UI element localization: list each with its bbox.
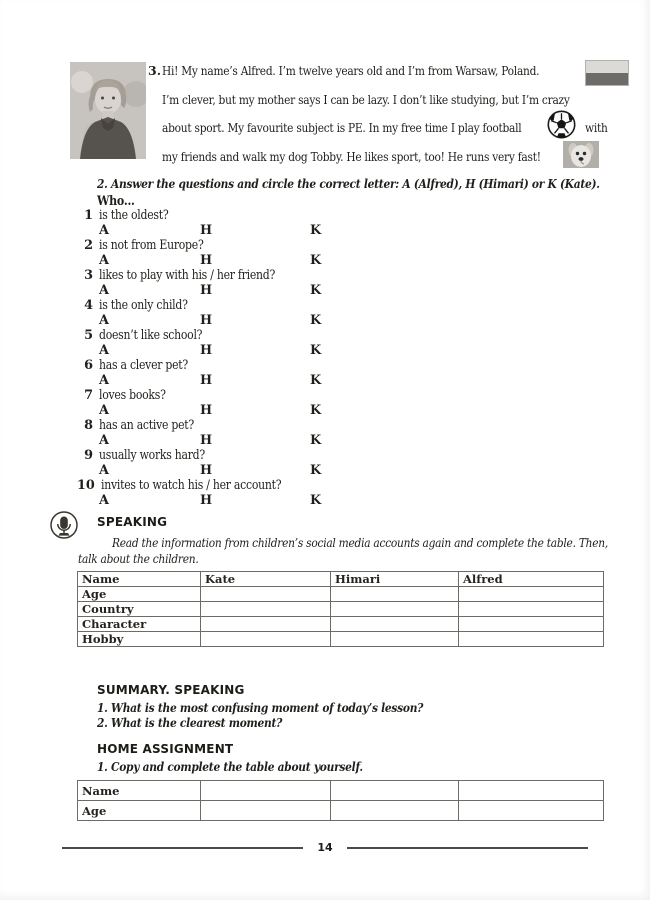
summary-question-1-text: 1. What is the most confusing moment of today’s lesson?: [97, 700, 424, 715]
option-h: H: [200, 403, 213, 418]
option-h: H: [200, 283, 213, 298]
table-cell-empty: [331, 602, 459, 617]
option-k: K: [310, 223, 322, 238]
question-number: 2: [84, 238, 93, 253]
table-cell-empty: [459, 632, 604, 647]
microphone-icon: [49, 510, 79, 540]
table-row-age: [78, 587, 604, 602]
option-h: H: [200, 223, 213, 238]
yourself-table: [77, 780, 604, 821]
profile-text-4: my friends and walk my dog Tobby. He likes sport, too! He runs very fast!: [162, 148, 541, 164]
table-cell-empty: [331, 781, 459, 801]
table-row-character: [78, 617, 604, 632]
table-cell-empty: [459, 602, 604, 617]
page-number: 14: [317, 841, 333, 854]
summary-heading: SUMMARY. SPEAKING: [97, 683, 245, 697]
option-h: H: [200, 493, 213, 508]
table-cell-empty: [459, 801, 604, 821]
question-item: [0, 208, 650, 238]
profile-text-2: I’m clever, but my mother says I can be lazy. I don’t like studying, but I’m crazy: [162, 91, 570, 107]
option-a: A: [99, 403, 109, 418]
table-cell-empty: [331, 587, 459, 602]
summary-question-2-text: 2. What is the clearest moment?: [97, 715, 283, 730]
question-number: 9: [84, 448, 93, 463]
summary-question-1: [97, 700, 481, 715]
option-a: A: [99, 463, 109, 478]
summary-question-2: [97, 715, 315, 730]
question-number: 7: [84, 388, 93, 403]
question-number: 1: [84, 208, 93, 223]
option-k: K: [310, 253, 322, 268]
question-number: 5: [84, 328, 93, 343]
table-row-name: [78, 781, 604, 801]
table-cell-empty: [459, 781, 604, 801]
question-text: is not from Europe?: [99, 238, 204, 253]
table-cell-empty: [201, 781, 331, 801]
table-cell-empty: [331, 617, 459, 632]
home-assignment-heading: HOME ASSIGNMENT: [97, 742, 234, 756]
option-h: H: [200, 343, 213, 358]
option-k: K: [310, 433, 322, 448]
speaking-task-text-1: Read the information from children’s social media accounts again and complete the table. Then,: [112, 535, 608, 550]
footer-rule-left: [62, 847, 303, 849]
question-item: [0, 238, 650, 268]
question-text: doesn’t like school?: [99, 328, 203, 343]
football-icon: [547, 110, 576, 139]
option-h: H: [200, 373, 213, 388]
footer-rule-right: [347, 847, 588, 849]
table-cell-empty: [331, 801, 459, 821]
poland-flag-icon: [585, 60, 629, 86]
option-a: A: [99, 313, 109, 328]
option-a: A: [99, 283, 109, 298]
question-item: [0, 298, 650, 328]
question-text: is the oldest?: [99, 208, 169, 223]
row-label-hobby: Hobby: [78, 632, 201, 647]
profile-line-3-tail: [585, 114, 612, 143]
question-item: [0, 268, 650, 298]
flag-white-stripe: [586, 61, 628, 73]
exercise-2-instruction-text: 2. Answer the questions and circle the correct letter: A (Alfred), H (Himari) or K (Kate).: [97, 176, 600, 191]
option-a: A: [99, 373, 109, 388]
question-item: [0, 358, 650, 388]
option-a: A: [99, 223, 109, 238]
option-a: A: [99, 343, 109, 358]
option-k: K: [310, 463, 322, 478]
dog-photo: [563, 141, 599, 168]
table-cell-empty: [201, 617, 331, 632]
table-header-name: Name: [78, 572, 201, 587]
table-cell-empty: [201, 632, 331, 647]
table-header-himari: Himari: [331, 572, 459, 587]
question-item: [0, 388, 650, 418]
option-k: K: [310, 403, 322, 418]
row-label-age: Age: [78, 587, 201, 602]
profile-paragraph: [148, 57, 648, 171]
question-number: 10: [77, 478, 95, 493]
table-cell-empty: [201, 801, 331, 821]
row-label-name: Name: [78, 781, 201, 801]
table-row-hobby: [78, 632, 604, 647]
home-assignment-task: [97, 759, 410, 774]
profile-text-3-after: with: [585, 120, 608, 135]
exercise-2-lead: [97, 194, 141, 209]
table-header-row: [78, 572, 604, 587]
option-h: H: [200, 253, 213, 268]
home-assignment-task-text: 1. Copy and complete the table about yourself.: [97, 759, 363, 774]
question-text: likes to play with his / her friend?: [99, 268, 276, 283]
option-a: A: [99, 433, 109, 448]
table-row-age: [78, 801, 604, 821]
table-header-kate: Kate: [201, 572, 331, 587]
option-k: K: [310, 493, 322, 508]
row-label-character: Character: [78, 617, 201, 632]
option-h: H: [200, 313, 213, 328]
question-item: [0, 418, 650, 448]
question-item: [0, 448, 650, 478]
option-a: A: [99, 493, 109, 508]
table-header-alfred: Alfred: [459, 572, 604, 587]
question-number: 6: [84, 358, 93, 373]
profile-text-3: about sport. My favourite subject is PE. In my free time I play football: [162, 120, 522, 135]
row-label-age: Age: [78, 801, 201, 821]
speaking-task-text-2: talk about the children.: [78, 551, 199, 566]
profile-item-number: 3.: [148, 63, 162, 78]
speaking-task-line-2: [78, 551, 220, 566]
option-k: K: [310, 313, 322, 328]
question-number: 4: [84, 298, 93, 313]
profile-line-1: [148, 57, 648, 86]
speaking-heading: SPEAKING: [97, 515, 168, 529]
question-list: [0, 208, 650, 508]
flag-red-stripe: [586, 73, 628, 85]
table-cell-empty: [459, 617, 604, 632]
exercise-2-instruction: [97, 176, 650, 191]
option-h: H: [200, 463, 213, 478]
option-k: K: [310, 373, 322, 388]
table-row-country: [78, 602, 604, 617]
table-cell-empty: [459, 587, 604, 602]
profile-text-1: Hi! My name’s Alfred. I’m twelve years old and I’m from Warsaw, Poland.: [162, 63, 540, 78]
children-info-table: [77, 571, 604, 647]
question-item: [0, 328, 650, 358]
exercise-2-lead-text: Who...: [97, 194, 135, 209]
table-cell-empty: [331, 632, 459, 647]
question-number: 3: [84, 268, 93, 283]
question-text: has a clever pet?: [99, 358, 188, 373]
row-label-country: Country: [78, 602, 201, 617]
question-text: invites to watch his / her account?: [100, 478, 282, 493]
option-k: K: [310, 343, 322, 358]
option-h: H: [200, 433, 213, 448]
question-text: usually works hard?: [99, 448, 205, 463]
question-item: [0, 478, 650, 508]
option-a: A: [99, 253, 109, 268]
question-number: 8: [84, 418, 93, 433]
question-text: has an active pet?: [99, 418, 194, 433]
option-k: K: [310, 283, 322, 298]
table-cell-empty: [201, 587, 331, 602]
boy-photo: [70, 62, 146, 159]
speaking-task-line-1: [112, 535, 650, 550]
table-cell-empty: [201, 602, 331, 617]
question-text: is the only child?: [99, 298, 188, 313]
question-text: loves books?: [99, 388, 166, 403]
page-footer: [62, 841, 588, 854]
